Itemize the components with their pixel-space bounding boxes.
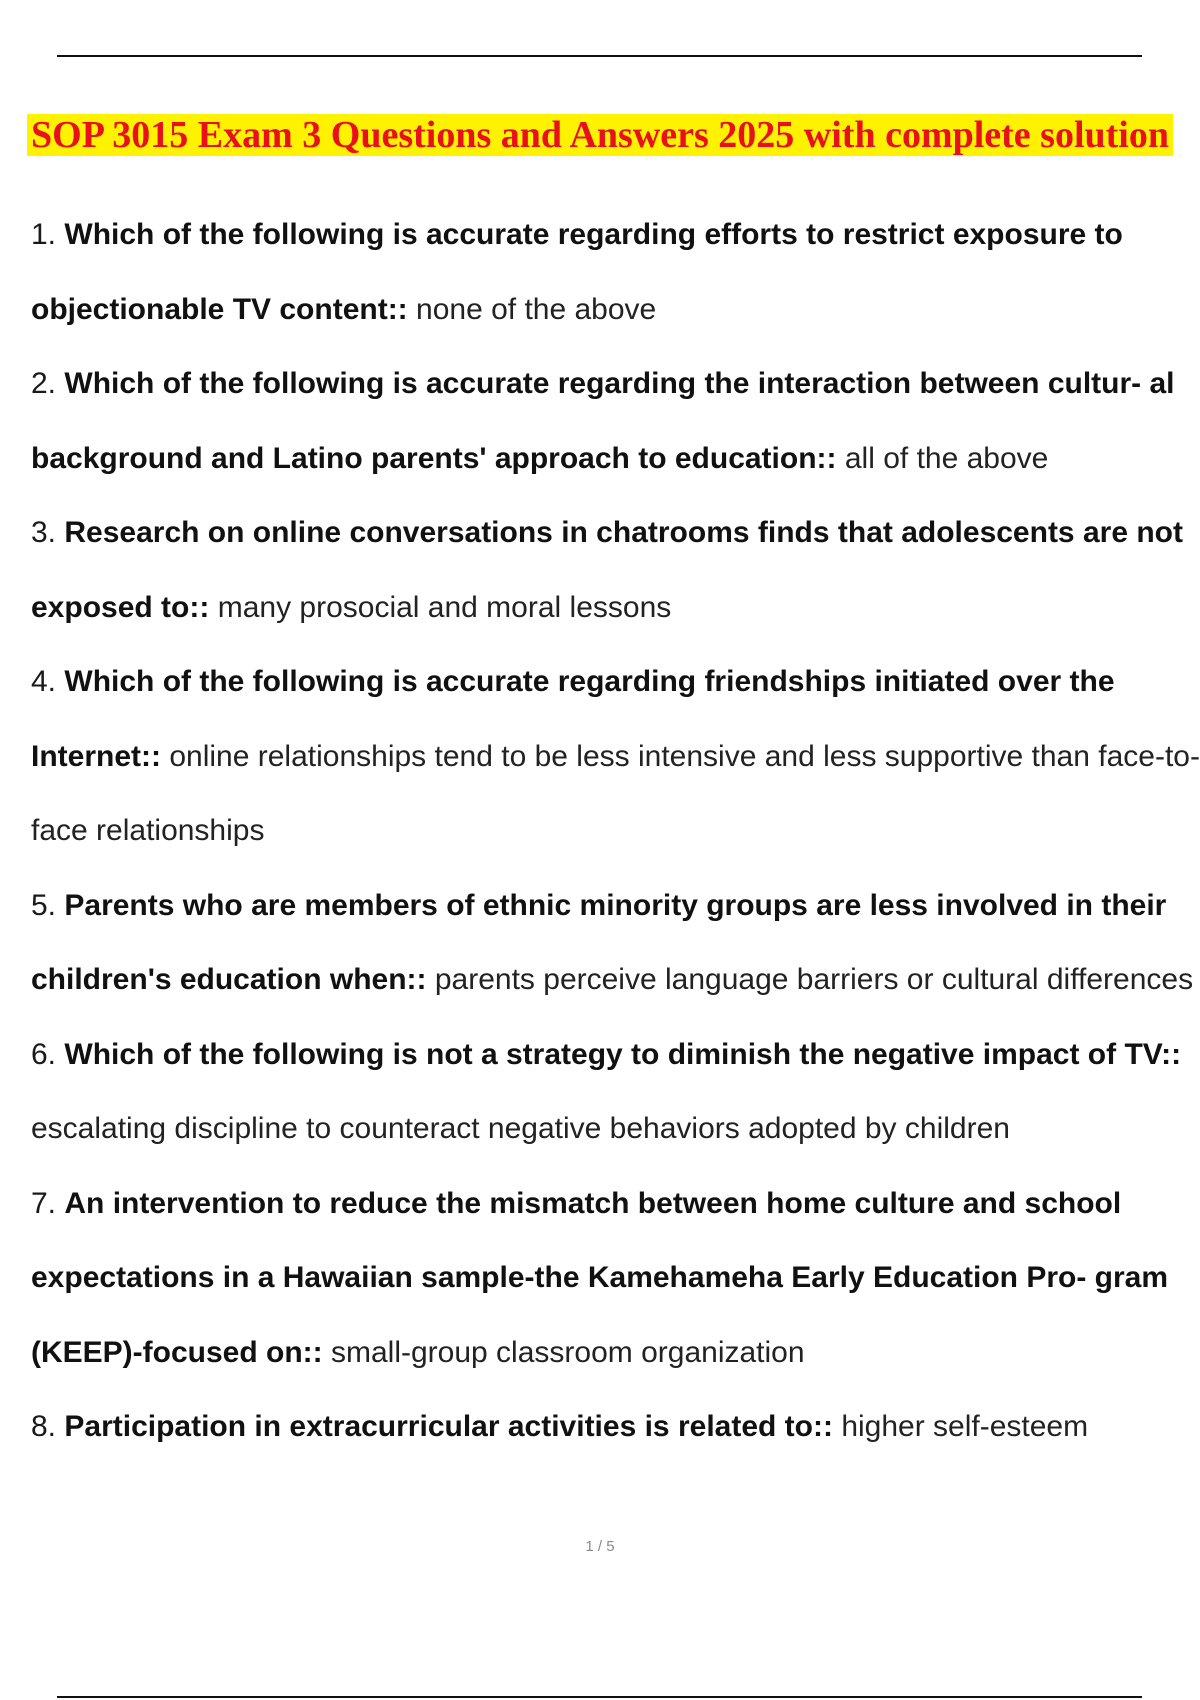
question-number: 2. <box>31 367 57 400</box>
list-item <box>31 1167 1200 1391</box>
question-number: 1. <box>31 218 57 251</box>
document-title-text: SOP 3015 Exam 3 Questions and Answers 2025 with complete solution <box>27 114 1173 156</box>
answer-text: escalating discipline to counteract negative behaviors adopted by children <box>31 1112 1010 1145</box>
bottom-divider <box>57 1696 1142 1698</box>
question-text: Which of the following is accurate regarding friendships initiated over the Internet:: <box>31 665 1115 773</box>
answer-text: many prosocial and moral lessons <box>217 590 672 624</box>
question-number: 4. <box>31 665 57 698</box>
answer-text: higher self-esteem <box>841 1410 1089 1443</box>
question-number: 3. <box>31 516 57 549</box>
question-number: 7. <box>31 1186 57 1220</box>
question-text: Which of the following is accurate regarding efforts to restrict exposure to objectionable TV content:: <box>31 218 1123 326</box>
list-item <box>31 347 1200 496</box>
question-number: 6. <box>31 1037 57 1071</box>
answer-text: online relationships tend to be less intensive and less supportive than face-to-face relationships <box>31 739 1200 847</box>
top-divider <box>57 55 1142 57</box>
list-item <box>31 869 1200 1018</box>
list-item <box>31 198 1200 347</box>
question-text: An intervention to reduce the mismatch between home culture and school expectations in a Hawaiian sample-the Kamehameha Early Education Pro- gram (KEEP)-focused on:: <box>31 1186 1169 1369</box>
page-number: 1 / 5 <box>585 1538 615 1555</box>
document-title <box>0 112 1200 158</box>
question-list <box>31 198 1200 1465</box>
question-text: Which of the following is not a strategy to diminish the negative impact of TV:: <box>64 1037 1182 1071</box>
question-number: 5. <box>31 888 57 922</box>
answer-text: none of the above <box>416 292 657 326</box>
list-item <box>31 1390 1200 1465</box>
list-item <box>31 1018 1200 1167</box>
list-item <box>31 645 1200 869</box>
answer-text: small-group classroom organization <box>331 1335 805 1369</box>
question-number: 8. <box>31 1410 57 1443</box>
list-item <box>31 496 1200 645</box>
question-text: Participation in extracurricular activities is related to:: <box>64 1410 833 1443</box>
question-text: Which of the following is accurate regarding the interaction between cultur- al background and Latino parents' approach to education:: <box>31 367 1175 475</box>
question-text: Parents who are members of ethnic minority groups are less involved in their children's education when:: <box>31 888 1167 996</box>
answer-text: parents perceive language barriers or cultural differences <box>434 963 1194 996</box>
question-text: Research on online conversations in chatrooms finds that adolescents are not exposed to:: <box>31 516 1183 624</box>
answer-text: all of the above <box>844 441 1049 475</box>
